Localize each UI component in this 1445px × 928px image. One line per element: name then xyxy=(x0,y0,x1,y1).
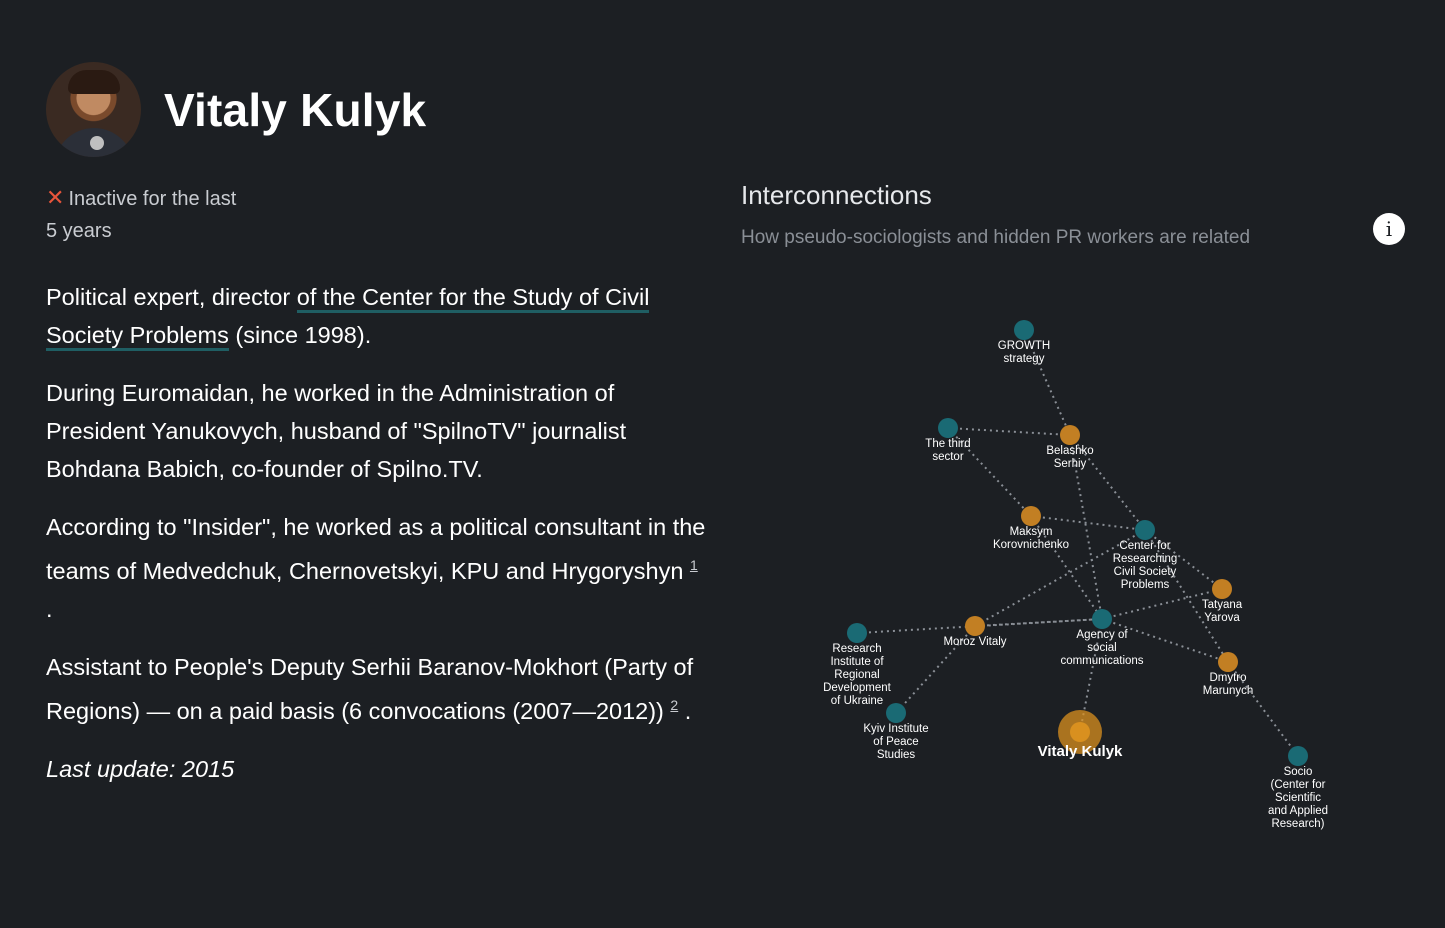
graph-node-label: Center for Researching Civil Society Problems xyxy=(1112,540,1178,591)
status-line2: 5 years xyxy=(46,220,112,242)
cross-icon: ✕ xyxy=(46,185,65,210)
graph-node-belashko[interactable] xyxy=(1046,425,1093,470)
graph-node-label: Dmytro Marunych xyxy=(1202,672,1254,697)
graph-node-dot[interactable] xyxy=(1135,520,1155,540)
graph-node-growth[interactable] xyxy=(998,320,1050,365)
interconnections-subtitle: How pseudo-sociologists and hidden PR workers are related xyxy=(741,227,1251,248)
graph-node-moroz[interactable] xyxy=(943,616,1006,648)
graph-node-dot[interactable] xyxy=(886,703,906,723)
bio-text: Assistant to People's Deputy Serhii Baranov-Mokhort (Party of Regions) — on a paid basis (6 convocations (2007—2012)) xyxy=(46,653,694,724)
graph-node-label: GROWTH strategy xyxy=(997,340,1051,365)
graph-node-kulyk[interactable] xyxy=(1038,710,1123,760)
last-update: Last update: 2015 xyxy=(46,755,235,782)
graph-edge xyxy=(948,428,1070,435)
graph-node-label: Moroz Vitaly xyxy=(943,636,1007,648)
bio-punct: . xyxy=(678,697,692,724)
graph-node-label: Tatyana Yarova xyxy=(1201,599,1243,624)
graph-node-dot[interactable] xyxy=(1218,652,1238,672)
graph-node-tatyana[interactable] xyxy=(1202,579,1243,624)
graph-node-dot[interactable] xyxy=(1060,425,1080,445)
interconnections-title: Interconnections xyxy=(741,180,932,210)
graph-node-dot[interactable] xyxy=(1288,746,1308,766)
graph-node-dot[interactable] xyxy=(1021,506,1041,526)
graph-node-center[interactable] xyxy=(1113,520,1178,591)
info-icon[interactable]: i xyxy=(1373,213,1405,245)
graph-node-dot[interactable] xyxy=(938,418,958,438)
bio-punct: . xyxy=(46,595,53,622)
bio-text: According to "Insider", he worked as a political consultant in the teams of Medvedchuk, Chernovetskyi, KPU and Hrygoryshyn xyxy=(46,514,706,584)
footnote-link[interactable]: 2 xyxy=(670,696,679,713)
graph-node-label: Agency of social communications xyxy=(1060,629,1144,667)
center-link[interactable]: of the Center for the Study of Civil Society Problems xyxy=(46,284,649,351)
graph-node-maksym[interactable] xyxy=(993,506,1069,551)
graph-node-label: Research Institute of Regional Development of Ukraine xyxy=(823,643,891,707)
bio-text: Political expert, director xyxy=(46,284,297,310)
graph-node-kyiv[interactable] xyxy=(863,703,928,761)
graph-node-dot[interactable] xyxy=(1070,722,1090,742)
bio-text: (since 1998). xyxy=(228,322,372,348)
graph-node-dot[interactable] xyxy=(1212,579,1232,599)
graph-node-third[interactable] xyxy=(925,418,970,463)
graph-node-label: Vitaly Kulyk xyxy=(1037,743,1123,760)
graph-node-socio[interactable] xyxy=(1268,746,1328,830)
footnote-link[interactable]: 1 xyxy=(689,557,698,573)
graph-node-dot[interactable] xyxy=(847,623,867,643)
bio-paragraph: During Euromaidan, he worked in the Administration of President Yanukovych, husband of "SpilnoTV" journalist Bohdana Babich, co-founder of Spilno.TV. xyxy=(46,380,627,482)
graph-node-dot[interactable] xyxy=(1014,320,1034,340)
graph-node-dot[interactable] xyxy=(1092,609,1112,629)
graph-node-research[interactable] xyxy=(823,623,892,707)
graph-node-agency[interactable] xyxy=(1060,609,1143,667)
graph-node-label: Socio (Center for Scientific and Applied Research) xyxy=(1267,766,1329,830)
graph-node-label: The third sector xyxy=(925,438,971,463)
graph-node-label: Belashko Serhiy xyxy=(1046,445,1094,470)
page-title: Vitaly Kulyk xyxy=(164,83,427,136)
graph-node-label: Maksym Korovnichenko xyxy=(992,526,1070,551)
graph-node-dot[interactable] xyxy=(965,616,985,636)
graph-node-label: Kyiv Institute of Peace Studies xyxy=(863,723,929,761)
graph-node-dmytro[interactable] xyxy=(1203,652,1254,697)
status-line1: Inactive for the last xyxy=(68,188,237,210)
